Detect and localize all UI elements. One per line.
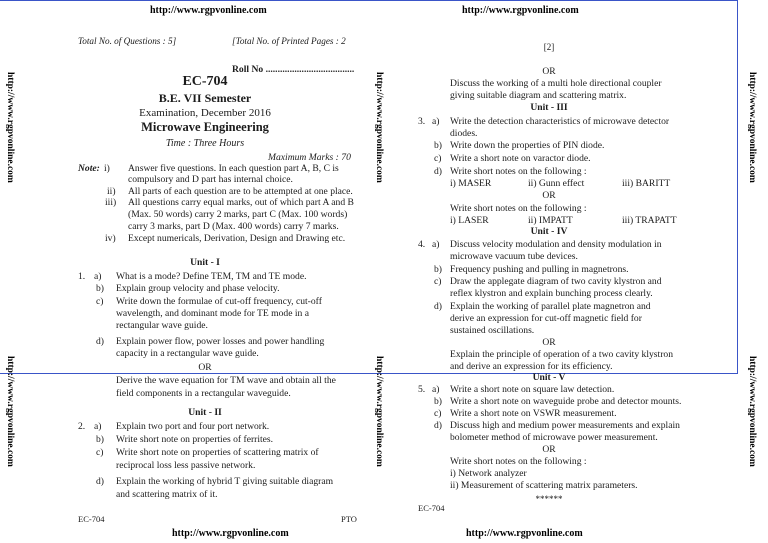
q4d-line-1: Explain the working of parallel plate magnetron and bbox=[450, 301, 651, 312]
q4-or: OR bbox=[542, 337, 556, 348]
total-questions: Total No. of Questions : 5] bbox=[78, 36, 177, 46]
q5d-line-1: Discuss high and medium power measurements and explain bbox=[450, 420, 680, 431]
q5c-label: c) bbox=[434, 408, 442, 419]
q5a-label: a) bbox=[432, 384, 440, 395]
q1b-line-1: Explain group velocity and phase velocity. bbox=[116, 283, 280, 294]
q1c-label: c) bbox=[96, 296, 104, 307]
q3-number: 3. bbox=[418, 116, 426, 127]
max-marks: Maximum Marks : 70 bbox=[268, 152, 351, 163]
total-pages: [Total No. of Printed Pages : 2 bbox=[232, 36, 346, 46]
q3-item-3: iii) BARITT bbox=[622, 178, 671, 189]
q5b-label: b) bbox=[434, 396, 442, 407]
top-url-right[interactable]: http://www.rgpvonline.com bbox=[462, 5, 579, 16]
q4c-label: c) bbox=[434, 276, 442, 287]
q3d-line-1: Write short notes on the following : bbox=[450, 166, 587, 177]
q1-or-line-1: Derive the wave equation for TM wave and obtain all the bbox=[116, 375, 336, 386]
q4d-line-3: sustained oscillations. bbox=[450, 325, 535, 336]
q3-item-2: ii) Gunn effect bbox=[528, 178, 585, 189]
q5d-line-2: bolometer method of microwave power measurement. bbox=[450, 432, 658, 443]
q1b-label: b) bbox=[96, 283, 104, 294]
q2a-label: a) bbox=[94, 421, 102, 432]
q4c-line-1: Draw the applegate diagram of two cavity klystron and bbox=[450, 276, 662, 287]
q5a-line-1: Write a short note on square law detection. bbox=[450, 384, 615, 395]
q3-item-1: i) MASER bbox=[450, 178, 492, 189]
q3a-label: a) bbox=[432, 116, 440, 127]
q2c-label: c) bbox=[96, 447, 104, 458]
q5-or-item-1: i) Network analyzer bbox=[450, 468, 527, 479]
q4-or-line-2: and derive an expression for its efficiency. bbox=[450, 361, 613, 372]
note-2-line-1: All parts of each question are to be attempted at one place. bbox=[128, 186, 353, 197]
note-4-num: iv) bbox=[105, 233, 116, 244]
q5-or-intro: Write short notes on the following : bbox=[450, 456, 587, 467]
unit-4-heading: Unit - IV bbox=[530, 226, 568, 237]
q3c-label: c) bbox=[434, 153, 442, 164]
q3b-label: b) bbox=[434, 140, 442, 151]
q4d-line-2: derive an expression for cut-off magnetic field for bbox=[450, 313, 642, 324]
q4-number: 4. bbox=[418, 239, 426, 250]
q3a-line-2: diodes. bbox=[450, 128, 478, 139]
q5b-line-1: Write a short note on waveguide probe and detector mounts. bbox=[450, 396, 682, 407]
q1-or-line-2: field components in a rectangular waveguide. bbox=[116, 388, 291, 399]
q2d-label: d) bbox=[96, 476, 104, 487]
top-line-2: giving suitable diagram and scattering matrix. bbox=[450, 90, 627, 101]
end-stars: ****** bbox=[535, 494, 563, 504]
page-number: [2] bbox=[543, 42, 555, 52]
q4-or-line-1: Explain the principle of operation of a two cavity klystron bbox=[450, 349, 673, 360]
unit-3-heading: Unit - III bbox=[530, 102, 568, 113]
note-1-line-2: compulsory and D part has internal choice. bbox=[128, 174, 293, 185]
q5d-label: d) bbox=[434, 420, 442, 431]
paper-code: EC-704 bbox=[182, 74, 228, 89]
q2b-label: b) bbox=[96, 434, 104, 445]
note-3-num: iii) bbox=[105, 197, 117, 208]
left-footer-code: EC-704 bbox=[78, 514, 105, 524]
q4d-label: d) bbox=[434, 301, 442, 312]
q3-or-item-1: i) LASER bbox=[450, 215, 489, 226]
note-1-num: i) bbox=[104, 163, 110, 174]
note-3-line-3: carry 3 marks, part D (Max. 400 words) carry 7 marks. bbox=[128, 221, 339, 232]
q2c-line-1: Write short note on properties of scattering matrix of bbox=[116, 447, 319, 458]
q4b-line-1: Frequency pushing and pulling in magnetrons. bbox=[450, 264, 629, 275]
q4a-line-2: microwave vacuum tube devices. bbox=[450, 251, 578, 262]
side-url-right-top[interactable]: http://www.rgpvonline.com bbox=[747, 72, 757, 183]
note-label: Note: bbox=[78, 163, 100, 174]
note-3-line-2: (Max. 50 words) carry 2 marks, part C (Max. 100 words) bbox=[128, 209, 348, 220]
left-footer-pto: PTO bbox=[341, 514, 357, 524]
q2c-line-2: reciprocal loss less passive network. bbox=[116, 460, 256, 471]
bottom-url-left[interactable]: http://www.rgpvonline.com bbox=[172, 528, 289, 539]
q1d-line-2: capacity in a rectangular wave guide. bbox=[116, 348, 259, 359]
top-url-left[interactable]: http://www.rgpvonline.com bbox=[150, 5, 267, 16]
q3-or: OR bbox=[542, 190, 556, 201]
q3b-line-1: Write down the properties of PIN diode. bbox=[450, 140, 605, 151]
roll-no: Roll No ..................................... bbox=[232, 64, 355, 75]
note-1-line-1: Answer five questions. In each question part A, B, C is bbox=[128, 163, 339, 174]
q5c-line-1: Write a short note on VSWR measurement. bbox=[450, 408, 617, 419]
q4c-line-2: reflex klystron and explain bunching process clearly. bbox=[450, 288, 653, 299]
semester: B.E. VII Semester bbox=[158, 91, 252, 105]
q2a-line-1: Explain two port and four port network. bbox=[116, 421, 270, 432]
q4b-label: b) bbox=[434, 264, 442, 275]
exam-session: Examination, December 2016 bbox=[139, 107, 271, 119]
q1c-line-2: wavelength, and dominant mode for TE mode in a bbox=[116, 308, 309, 319]
q2b-line-1: Write short note on properties of ferrites. bbox=[116, 434, 274, 445]
note-2-num: ii) bbox=[107, 186, 116, 197]
q1a-label: a) bbox=[94, 271, 102, 282]
unit-1-heading: Unit - I bbox=[190, 257, 220, 268]
q4a-label: a) bbox=[432, 239, 440, 250]
note-4-line-1: Except numericals, Derivation, Design and Drawing etc. bbox=[128, 233, 346, 244]
q1c-line-3: rectangular wave guide. bbox=[116, 320, 208, 331]
q5-or-item-2: ii) Measurement of scattering matrix parameters. bbox=[450, 480, 638, 491]
side-url-left-top[interactable]: http://www.rgpvonline.com bbox=[5, 72, 15, 183]
time-allowed: Time : Three Hours bbox=[165, 138, 245, 149]
subject: Microwave Engineering bbox=[141, 120, 269, 134]
q1a-line-1: What is a mode? Define TEM, TM and TE mode. bbox=[116, 271, 307, 282]
top-line-1: Discuss the working of a multi hole directional coupler bbox=[450, 78, 662, 89]
right-footer-code: EC-704 bbox=[418, 503, 445, 513]
q5-or: OR bbox=[542, 444, 556, 455]
bottom-url-right[interactable]: http://www.rgpvonline.com bbox=[466, 528, 583, 539]
q2d-line-2: and scattering matrix of it. bbox=[116, 489, 218, 500]
q3a-line-1: Write the detection characteristics of microwave detector bbox=[450, 116, 670, 127]
q3c-line-1: Write a short note on varactor diode. bbox=[450, 153, 591, 164]
note-3-line-1: All questions carry equal marks, out of which part A and B bbox=[128, 197, 354, 208]
q1-or: OR bbox=[198, 362, 212, 373]
side-url-mid-bottom[interactable]: http://www.rgpvonline.com bbox=[374, 356, 384, 467]
q3-or-intro: Write short notes on the following : bbox=[450, 203, 587, 214]
unit-2-heading: Unit - II bbox=[188, 407, 222, 418]
q1-number: 1. bbox=[78, 271, 86, 282]
side-url-mid-top[interactable]: http://www.rgpvonline.com bbox=[374, 72, 384, 183]
q1d-line-1: Explain power flow, power losses and power handling bbox=[116, 336, 325, 347]
side-url-right-bottom[interactable]: http://www.rgpvonline.com bbox=[747, 356, 757, 467]
or-top: OR bbox=[542, 66, 556, 77]
unit-5-heading: Unit - V bbox=[532, 372, 566, 383]
q4a-line-1: Discuss velocity modulation and density modulation in bbox=[450, 239, 662, 250]
q3-or-item-3: iii) TRAPATT bbox=[622, 215, 677, 226]
q2d-line-1: Explain the working of hybrid T giving suitable diagram bbox=[116, 476, 334, 487]
q3d-label: d) bbox=[434, 166, 442, 177]
side-url-left-bottom[interactable]: http://www.rgpvonline.com bbox=[5, 356, 15, 467]
right-page bbox=[384, 0, 768, 543]
q2-number: 2. bbox=[78, 421, 86, 432]
q3-or-item-2: ii) IMPATT bbox=[528, 215, 573, 226]
q1d-label: d) bbox=[96, 336, 104, 347]
q5-number: 5. bbox=[418, 384, 426, 395]
q1c-line-1: Write down the formulae of cut-off frequency, cut-off bbox=[116, 296, 322, 307]
